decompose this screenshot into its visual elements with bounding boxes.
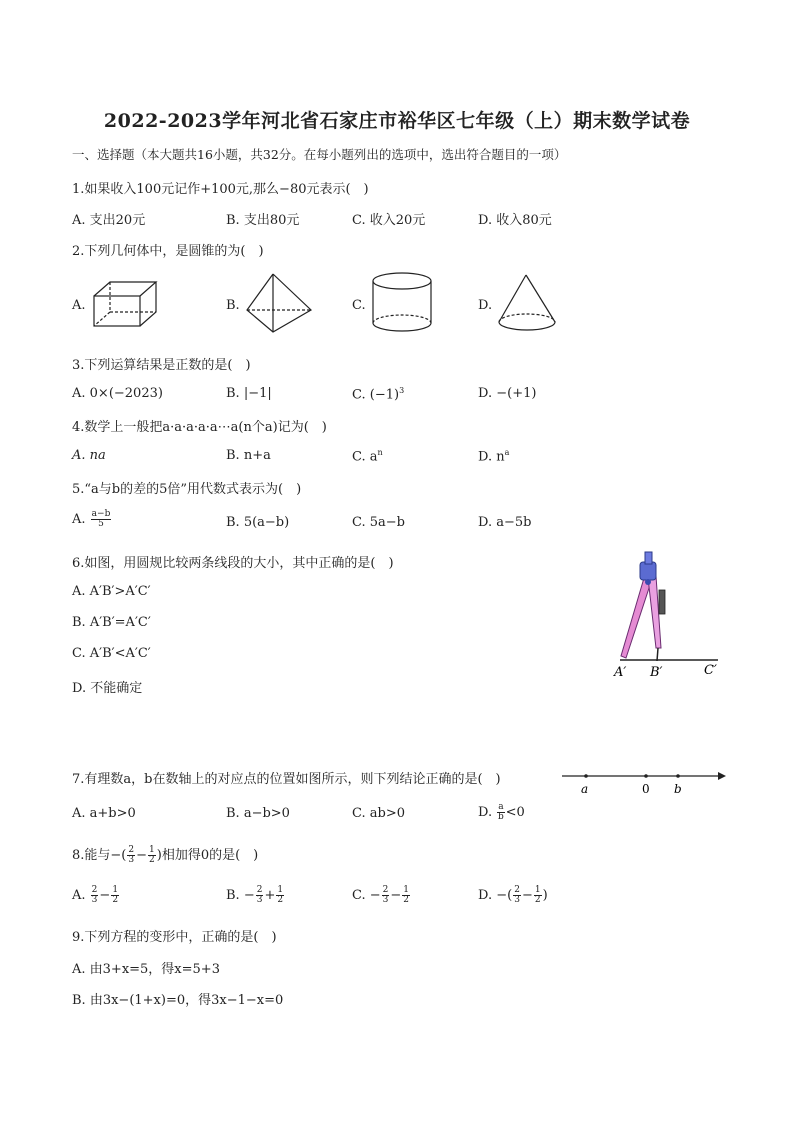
fraction: $\frac{a}{b}$ bbox=[498, 802, 504, 822]
q3-option-d[interactable]: D. −(+1) bbox=[478, 386, 537, 401]
q5-option-b[interactable]: B. 5(a−b) bbox=[226, 515, 290, 530]
question-4-stem: 4.数学上一般把a·a·a·a·a⋯a(n个a)记为( ) bbox=[72, 420, 327, 435]
q7-option-b[interactable]: B. a−b>0 bbox=[226, 806, 290, 821]
number-line bbox=[560, 766, 726, 798]
q8-option-b[interactable]: B. − $\frac{2}{3}$ + $\frac{1}{2}$ bbox=[226, 885, 284, 905]
q3-option-a[interactable]: A. 0×(−2023) bbox=[72, 386, 163, 401]
axis-label-a: a bbox=[581, 782, 589, 796]
q5-option-d[interactable]: D. a−5b bbox=[478, 515, 532, 530]
q5-option-c[interactable]: C. 5a−b bbox=[352, 515, 405, 530]
q6-option-d[interactable]: D. 不能确定 bbox=[72, 681, 143, 696]
axis-label-b: b bbox=[674, 782, 682, 796]
q7-option-d[interactable]: D. $\frac{a}{b}$ <0 bbox=[478, 802, 525, 822]
cuboid-icon bbox=[90, 278, 162, 330]
question-6-stem: 6.如图，用圆规比较两条线段的大小，其中正确的是( ) bbox=[72, 556, 394, 571]
q8-option-a[interactable]: A. $\frac{2}{3}$ − $\frac{1}{2}$ bbox=[72, 885, 119, 905]
figure-label-b: B′ bbox=[650, 665, 663, 680]
question-7-stem: 7.有理数a，b在数轴上的对应点的位置如图所示，则下列结论正确的是( ) bbox=[72, 772, 501, 787]
cylinder-icon bbox=[370, 270, 436, 336]
question-9-stem: 9.下列方程的变形中，正确的是( ) bbox=[72, 930, 277, 945]
axis-label-zero: 0 bbox=[642, 782, 650, 796]
q6-option-c[interactable]: C. A′B′<A′C′ bbox=[72, 646, 151, 661]
pyramid-icon bbox=[243, 270, 315, 336]
section-heading: 一、选择题（本大题共16小题，共32分。在每小题列出的选项中，选出符合题目的一项） bbox=[72, 147, 567, 162]
q2-option-c[interactable]: C. bbox=[352, 298, 366, 313]
q4-option-a[interactable]: A. na bbox=[72, 448, 106, 463]
q7-option-c[interactable]: C. ab>0 bbox=[352, 806, 405, 821]
q6-option-b[interactable]: B. A′B′=A′C′ bbox=[72, 615, 151, 630]
q9-option-b[interactable]: B. 由3x−(1+x)=0，得3x−1−x=0 bbox=[72, 993, 284, 1008]
q2-option-a[interactable]: A. bbox=[72, 298, 86, 313]
page-title: 2022-2023学年河北省石家庄市裕华区七年级（上）期末数学试卷 bbox=[103, 110, 691, 132]
figure-label-c: C′ bbox=[704, 663, 717, 678]
q1-option-d[interactable]: D. 收入80元 bbox=[478, 213, 552, 228]
q2-option-d[interactable]: D. bbox=[478, 298, 493, 313]
q8-option-c[interactable]: C. − $\frac{2}{3}$ − $\frac{1}{2}$ bbox=[352, 885, 410, 905]
q4-option-c[interactable]: C. $a^n$ bbox=[352, 448, 383, 465]
question-8-stem: 8.能与−( $\frac{2}{3}$ − $\frac{1}{2}$ )相加得0的是( ) bbox=[72, 845, 259, 865]
compass-figure bbox=[606, 548, 726, 682]
q8-option-d[interactable]: D. −( $\frac{2}{3}$ − $\frac{1}{2}$ ) bbox=[478, 885, 548, 905]
q4-option-b[interactable]: B. n+a bbox=[226, 448, 271, 463]
q3-option-c[interactable]: C. $(-1)^3$ bbox=[352, 386, 405, 403]
q3-option-b[interactable]: B. |−1| bbox=[226, 386, 272, 401]
q9-option-a[interactable]: A. 由3+x=5，得x=5+3 bbox=[72, 962, 220, 977]
q5-option-a[interactable]: A. $\frac{a-b}{5}$ bbox=[72, 509, 111, 529]
question-3-stem: 3.下列运算结果是正数的是( ) bbox=[72, 358, 251, 373]
cone-icon bbox=[496, 272, 560, 334]
q6-option-a[interactable]: A. A′B′>A′C′ bbox=[72, 584, 151, 599]
q7-option-a[interactable]: A. a+b>0 bbox=[72, 806, 136, 821]
question-2-stem: 2.下列几何体中，是圆锥的为( ) bbox=[72, 244, 264, 259]
figure-label-a: A′ bbox=[614, 665, 627, 680]
fraction: $\frac{a-b}{5}$ bbox=[91, 509, 111, 529]
q1-option-a[interactable]: A. 支出20元 bbox=[72, 213, 146, 228]
question-5-stem: 5.“a与b的差的5倍”用代数式表示为( ) bbox=[72, 482, 302, 497]
question-1-stem: 1.如果收入100元记作+100元,那么−80元表示( ) bbox=[72, 182, 369, 197]
q1-option-b[interactable]: B. 支出80元 bbox=[226, 213, 300, 228]
q2-option-b[interactable]: B. bbox=[226, 298, 240, 313]
q4-option-d[interactable]: D. $n^a$ bbox=[478, 448, 510, 465]
q1-option-c[interactable]: C. 收入20元 bbox=[352, 213, 426, 228]
